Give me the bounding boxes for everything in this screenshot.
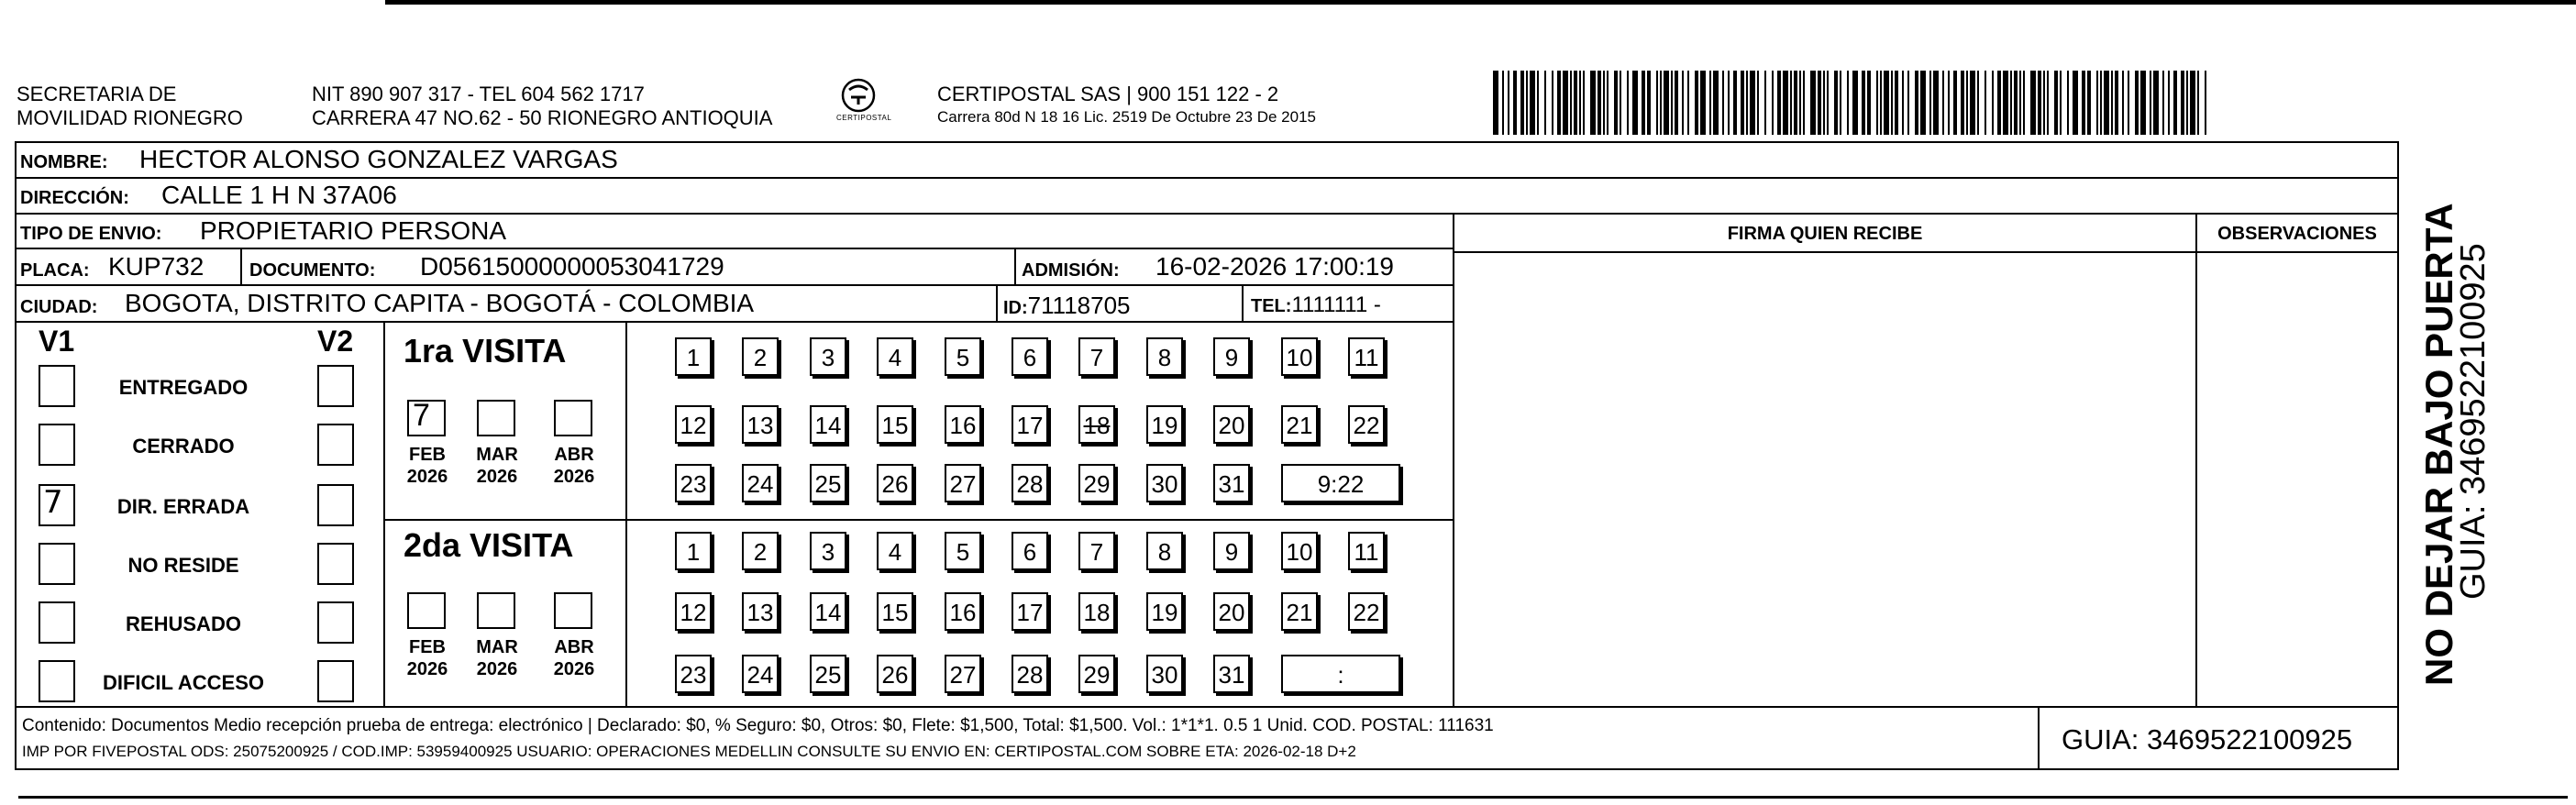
admision-label: ADMISIÓN: <box>1022 260 1120 281</box>
barcode-bar <box>1557 71 1561 135</box>
courier-line1: CERTIPOSTAL SAS | 900 151 122 - 2 <box>937 83 1279 105</box>
month-grid-divider <box>625 323 627 706</box>
month-label: MAR <box>476 637 518 657</box>
barcode-bar <box>1722 71 1724 135</box>
barcode-bar <box>1713 71 1719 135</box>
day-box[interactable]: 19 <box>1146 592 1183 631</box>
month-checkbox[interactable] <box>554 400 592 436</box>
day-box[interactable]: 17 <box>1012 405 1048 444</box>
barcode-bar <box>1764 71 1766 135</box>
footer-divider <box>2038 708 2040 768</box>
day-box[interactable]: 28 <box>1012 464 1048 502</box>
barcode-bar <box>2153 71 2159 135</box>
barcode-bar <box>1530 71 1535 135</box>
barcode-bar <box>1891 71 1893 135</box>
barcode-bar <box>1733 71 1737 135</box>
id-field <box>1003 292 1131 320</box>
barcode-bar <box>1895 71 1898 135</box>
day-box[interactable]: 29 <box>1078 655 1115 693</box>
day-box[interactable]: 9 <box>1213 337 1250 376</box>
placa-label: PLACA: <box>20 260 90 281</box>
barcode-bar <box>1799 71 1801 135</box>
side-warning: NO DEJAR BAJO PUERTA <box>2417 203 2460 686</box>
barcode-bar <box>1627 71 1629 135</box>
barcode-bar <box>2003 71 2008 135</box>
barcode-bar <box>1823 71 1825 135</box>
barcode-bar <box>1933 71 1939 135</box>
barcode-bar <box>2010 71 2012 135</box>
ciudad-label: CIUDAD: <box>20 297 98 317</box>
ciudad-row <box>15 284 1454 323</box>
barcode-bar <box>2014 71 2018 135</box>
day-box[interactable]: 19 <box>1146 405 1183 444</box>
day-box[interactable]: 13 <box>742 592 779 631</box>
v1-checkbox[interactable] <box>39 365 75 407</box>
address-line: CARRERA 47 NO.62 - 50 RIONEGRO ANTIOQUIA <box>312 106 773 129</box>
day-box[interactable]: 13 <box>742 405 779 444</box>
v2-checkbox[interactable] <box>317 365 354 407</box>
barcode-bar <box>1574 71 1577 135</box>
barcode-bar <box>2060 71 2062 135</box>
barcode-bar <box>1777 71 1781 135</box>
barcode-bar <box>1579 71 1581 135</box>
handwritten-month-mark: 7 <box>413 398 430 433</box>
tel-label: TEL: <box>1251 296 1292 316</box>
logo-wordmark: CERTIPOSTAL <box>836 114 892 122</box>
year-label: 2026 <box>476 659 518 679</box>
day-box[interactable]: 7 <box>1078 337 1115 376</box>
day-box[interactable]: 31 <box>1213 464 1250 502</box>
month-checkbox[interactable] <box>554 592 592 629</box>
day-box[interactable]: 5 <box>945 337 981 376</box>
barcode-bar <box>1520 71 1524 135</box>
month-label: FEB <box>409 445 446 465</box>
direccion-label: DIRECCIÓN: <box>20 188 129 208</box>
barcode-bar <box>1603 71 1605 135</box>
month-checkbox[interactable] <box>477 592 515 629</box>
barcode-bar <box>1642 71 1645 135</box>
barcode-bar <box>1884 71 1889 135</box>
barcode-bar <box>2135 71 2139 135</box>
day-box[interactable]: 8 <box>1146 532 1183 570</box>
tipo-label: TIPO DE ENVIO: <box>20 224 162 244</box>
barcode-bar <box>2047 71 2049 135</box>
documento-value: D05615000000053041729 <box>420 252 724 281</box>
barcode-bar <box>1590 71 1596 135</box>
barcode-bar <box>2150 71 2151 135</box>
status-label: REHUSADO <box>126 612 241 635</box>
issuer-line1: SECRETARIA DE <box>17 83 177 105</box>
day-box[interactable]: 10 <box>1281 532 1318 570</box>
day-box[interactable]: 15 <box>877 405 913 444</box>
visit-divider <box>383 519 1453 521</box>
v2-label: V2 <box>317 325 354 358</box>
barcode-bar <box>2162 71 2164 135</box>
day-box[interactable]: 22 <box>1348 592 1385 631</box>
placa-divider <box>240 249 242 284</box>
issuer-name <box>17 83 243 130</box>
placa-row <box>15 248 1454 286</box>
status-label: CERRADO <box>132 435 235 458</box>
day-box[interactable]: 27 <box>945 464 981 502</box>
barcode-bar <box>1834 71 1838 135</box>
barcode-bar <box>2100 71 2102 135</box>
day-box[interactable]: 5 <box>945 532 981 570</box>
barcode-bar <box>1583 71 1585 135</box>
tel-divider <box>1242 286 1244 321</box>
day-box[interactable]: 23 <box>675 464 712 502</box>
barcode-bar <box>1862 71 1865 135</box>
day-box[interactable]: 21 <box>1281 592 1318 631</box>
barcode-bar <box>2197 71 2199 135</box>
barcode-bar <box>1794 71 1797 135</box>
year-label: 2026 <box>553 467 595 487</box>
ciudad-value: BOGOTA, DISTRITO CAPITA - BOGOTÁ - COLOMBIA <box>125 289 755 317</box>
day-box[interactable]: 18 <box>1078 405 1115 444</box>
status-label: NO RESIDE <box>127 554 239 577</box>
day-box[interactable]: 17 <box>1012 592 1048 631</box>
day-box[interactable]: 23 <box>675 655 712 693</box>
side-guia: GUIA: 3469522100925 <box>2454 243 2493 600</box>
barcode-bar <box>2173 71 2177 135</box>
footer-line2: IMP POR FIVEPOSTAL ODS: 25075200925 / COD.IMP: 53959400925 USUARIO: OPERACIONES MEDELLIN CONSULTE SU ENVIO EN: CERTIPOSTAL.COM SOBRE ETA: 2026-02-18 D+2 <box>22 743 1356 760</box>
month-checkbox[interactable] <box>477 400 515 436</box>
barcode-bar <box>1880 71 1882 135</box>
v2-checkbox[interactable] <box>317 424 354 466</box>
barcode-bar <box>1493 71 1498 135</box>
barcode-bar <box>1907 71 1909 135</box>
day-box[interactable]: 12 <box>675 405 712 444</box>
barcode-bar <box>1997 71 2001 135</box>
observaciones-column <box>2195 213 2399 708</box>
footer-line1: Contenido: Documentos Medio recepción prueba de entrega: electrónico | Declarado: $0, % Seguro: $0, Otros: $0, Flete: $1,500, Total: $1,500. Vol.: 1*1*1. 0.5 1 Unid. COD. POSTAL: 111631 <box>22 716 1494 735</box>
barcode-bar <box>1757 71 1759 135</box>
nit-line: NIT 890 907 317 - TEL 604 562 1717 <box>312 83 645 105</box>
handwritten-check-mark: 7 <box>43 484 63 521</box>
v2-checkbox[interactable] <box>317 601 354 644</box>
barcode-bar <box>1513 71 1517 135</box>
observaciones-header-rule <box>2197 251 2397 253</box>
issuer-line2: MOVILIDAD RIONEGRO <box>17 106 243 129</box>
barcode-bar <box>2104 71 2109 135</box>
day-box[interactable]: 8 <box>1146 337 1183 376</box>
day-box[interactable]: 14 <box>810 592 846 631</box>
id-divider <box>996 286 998 321</box>
status-divider <box>383 323 385 706</box>
barcode-bar <box>1966 71 1968 135</box>
barcode-bar <box>1852 71 1858 135</box>
barcode-bar <box>1632 71 1638 135</box>
barcode-bar <box>1563 71 1568 135</box>
barcode-bar <box>1985 71 1986 135</box>
barcode-bar <box>2096 71 2098 135</box>
v2-checkbox[interactable] <box>317 543 354 585</box>
barcode-bar <box>1607 71 1609 135</box>
tipo-value: PROPIETARIO PERSONA <box>200 216 506 245</box>
nombre-value: HECTOR ALONSO GONZALEZ VARGAS <box>139 145 618 173</box>
day-box[interactable]: 16 <box>945 405 981 444</box>
v2-checkbox[interactable] <box>317 484 354 526</box>
day-box[interactable]: 2 <box>742 532 779 570</box>
courier-line2: Carrera 80d N 18 16 Lic. 2519 De Octubre 23 De 2015 <box>937 108 1316 126</box>
day-box[interactable]: 11 <box>1348 532 1385 570</box>
barcode-bar <box>1741 71 1744 135</box>
barcode-bar <box>2181 71 2184 135</box>
bottom-rule <box>18 796 2568 799</box>
day-box[interactable]: 20 <box>1213 405 1250 444</box>
day-box[interactable]: 4 <box>877 337 913 376</box>
barcode-bar <box>2073 71 2078 135</box>
status-label: DIFICIL ACCESO <box>102 671 264 694</box>
day-box[interactable]: 30 <box>1146 464 1183 502</box>
barcode-bar <box>2054 71 2058 135</box>
issuer-contact <box>312 83 772 130</box>
footer-guia: GUIA: 3469522100925 <box>2062 723 2353 755</box>
time-box[interactable]: 9:22 <box>1281 464 1400 502</box>
month-checkbox[interactable] <box>407 592 446 629</box>
day-box[interactable]: 11 <box>1348 337 1385 376</box>
month-label: ABR <box>554 637 594 657</box>
day-box[interactable]: 24 <box>742 655 779 693</box>
id-value: 71118705 <box>1027 292 1131 319</box>
day-box[interactable]: 22 <box>1348 405 1385 444</box>
day-box[interactable]: 12 <box>675 592 712 631</box>
day-box[interactable]: 9 <box>1213 532 1250 570</box>
barcode-bar <box>1526 71 1528 135</box>
barcode <box>1493 71 2217 135</box>
v2-checkbox[interactable] <box>317 660 354 702</box>
barcode-bar <box>1660 71 1662 135</box>
barcode-bar <box>1614 71 1618 135</box>
day-box[interactable]: 26 <box>877 655 913 693</box>
day-box[interactable]: 18 <box>1078 592 1115 631</box>
footer-box <box>15 706 2399 770</box>
day-box[interactable]: 29 <box>1078 464 1115 502</box>
day-box[interactable]: 25 <box>810 464 846 502</box>
barcode-bar <box>2030 71 2036 135</box>
barcode-bar <box>1948 71 1950 135</box>
year-label: 2026 <box>476 467 518 487</box>
v1-checkbox[interactable] <box>39 484 75 526</box>
barcode-bar <box>1961 71 1964 135</box>
time-box[interactable]: : <box>1281 655 1400 693</box>
barcode-bar <box>1783 71 1788 135</box>
barcode-bar <box>2082 71 2085 135</box>
barcode-bar <box>1810 71 1816 135</box>
barcode-bar <box>1544 71 1546 135</box>
barcode-bar <box>1992 71 1994 135</box>
barcode-bar <box>2067 71 2069 135</box>
barcode-bar <box>2168 71 2170 135</box>
barcode-bar <box>1847 71 1849 135</box>
barcode-bar <box>1671 71 1673 135</box>
status-label: ENTREGADO <box>118 376 249 399</box>
id-label: ID: <box>1003 298 1028 318</box>
day-box[interactable]: 6 <box>1012 532 1048 570</box>
barcode-bar <box>1902 71 1904 135</box>
placa-value: KUP732 <box>108 252 205 281</box>
firma-header-rule <box>1454 251 2195 253</box>
barcode-bar <box>1675 71 1678 135</box>
day-box[interactable]: 3 <box>810 337 846 376</box>
day-box[interactable]: 28 <box>1012 655 1048 693</box>
month-label: MAR <box>476 445 518 465</box>
barcode-bar <box>1682 71 1684 135</box>
barcode-bar <box>2023 71 2025 135</box>
barcode-bar <box>1750 71 1755 135</box>
barcode-bar <box>2087 71 2091 135</box>
barcode-bar <box>1664 71 1669 135</box>
barcode-bar <box>2128 71 2129 135</box>
day-box[interactable]: 1 <box>675 532 712 570</box>
observaciones-header: OBSERVACIONES <box>2217 224 2377 244</box>
barcode-bar <box>2122 71 2124 135</box>
barcode-bar <box>1827 71 1829 135</box>
barcode-bar <box>1876 71 1878 135</box>
year-label: 2026 <box>406 467 448 487</box>
barcode-bar <box>1552 71 1553 135</box>
day-box[interactable]: 26 <box>877 464 913 502</box>
top-rule <box>385 0 2576 5</box>
barcode-bar <box>2115 71 2118 135</box>
month-label: ABR <box>554 445 594 465</box>
barcode-bar <box>1772 71 1774 135</box>
day-box[interactable]: 4 <box>877 532 913 570</box>
barcode-bar <box>1803 71 1805 135</box>
day-box[interactable]: 16 <box>945 592 981 631</box>
barcode-bar <box>2038 71 2041 135</box>
month-label: FEB <box>409 637 446 657</box>
nombre-row <box>15 141 2399 179</box>
barcode-bar <box>2043 71 2045 135</box>
documento-label: DOCUMENTO: <box>249 260 376 281</box>
barcode-bar <box>1695 71 1698 135</box>
day-box[interactable]: 24 <box>742 464 779 502</box>
day-box[interactable]: 15 <box>877 592 913 631</box>
barcode-bar <box>1920 71 1926 135</box>
barcode-bar <box>1840 71 1841 135</box>
barcode-bar <box>2186 71 2188 135</box>
barcode-bar <box>1746 71 1748 135</box>
barcode-bar <box>1867 71 1871 135</box>
barcode-bar <box>2205 71 2206 135</box>
admision-divider <box>1014 249 1016 284</box>
barcode-bar <box>1598 71 1601 135</box>
barcode-bar <box>1915 71 1918 135</box>
tipo-row <box>15 213 1454 249</box>
courier-info <box>937 83 1316 127</box>
direccion-row <box>15 177 2399 215</box>
certipostal-logo <box>836 77 891 125</box>
barcode-bar <box>2019 71 2021 135</box>
barcode-bar <box>1942 71 1944 135</box>
barcode-bar <box>1537 71 1539 135</box>
day-box[interactable]: 1 <box>675 337 712 376</box>
status-label: DIR. ERRADA <box>116 495 250 518</box>
day-box[interactable]: 3 <box>810 532 846 570</box>
day-box[interactable]: 27 <box>945 655 981 693</box>
barcode-bar <box>1970 71 1975 135</box>
barcode-bar <box>1953 71 1957 135</box>
tel-field <box>1251 292 1381 318</box>
barcode-bar <box>1647 71 1651 135</box>
direccion-value: CALLE 1 H N 37A06 <box>161 181 397 209</box>
barcode-bar <box>1728 71 1730 135</box>
month-checkbox[interactable] <box>407 400 446 436</box>
day-box[interactable]: 6 <box>1012 337 1048 376</box>
day-box[interactable]: 20 <box>1213 592 1250 631</box>
visit1-title: 1ra VISITA <box>404 332 567 369</box>
barcode-bar <box>1508 71 1509 135</box>
day-box[interactable]: 30 <box>1146 655 1183 693</box>
barcode-bar <box>1502 71 1504 135</box>
barcode-bar <box>1790 71 1792 135</box>
firma-header: FIRMA QUIEN RECIBE <box>1727 224 1923 244</box>
barcode-bar <box>2140 71 2146 135</box>
barcode-bar <box>1620 71 1621 135</box>
day-box[interactable]: 21 <box>1281 405 1318 444</box>
v1-checkbox[interactable] <box>39 660 75 702</box>
barcode-bar <box>1570 71 1572 135</box>
day-box[interactable]: 14 <box>810 405 846 444</box>
v1-checkbox[interactable] <box>39 543 75 585</box>
barcode-bar <box>1656 71 1658 135</box>
barcode-bar <box>1929 71 1931 135</box>
barcode-bar <box>1687 71 1689 135</box>
nombre-label: NOMBRE: <box>20 152 108 172</box>
barcode-bar <box>1709 71 1711 135</box>
v1-label: V1 <box>39 325 75 358</box>
visit2-title: 2da VISITA <box>404 526 574 564</box>
v1-checkbox[interactable] <box>39 424 75 466</box>
day-box[interactable]: 25 <box>810 655 846 693</box>
day-box[interactable]: 31 <box>1213 655 1250 693</box>
year-label: 2026 <box>406 659 448 679</box>
barcode-bar <box>2111 71 2113 135</box>
barcode-bar <box>1700 71 1706 135</box>
day-box[interactable]: 2 <box>742 337 779 376</box>
tel-value: 1111111 - <box>1291 292 1381 317</box>
day-box[interactable]: 7 <box>1078 532 1115 570</box>
v1-checkbox[interactable] <box>39 601 75 644</box>
year-label: 2026 <box>553 659 595 679</box>
admision-value: 16-02-2026 17:00:19 <box>1155 252 1394 281</box>
barcode-bar <box>1977 71 1979 135</box>
barcode-bar <box>1818 71 1821 135</box>
barcode-bar <box>2190 71 2195 135</box>
day-box[interactable]: 10 <box>1281 337 1318 376</box>
firma-column <box>1453 213 2197 708</box>
